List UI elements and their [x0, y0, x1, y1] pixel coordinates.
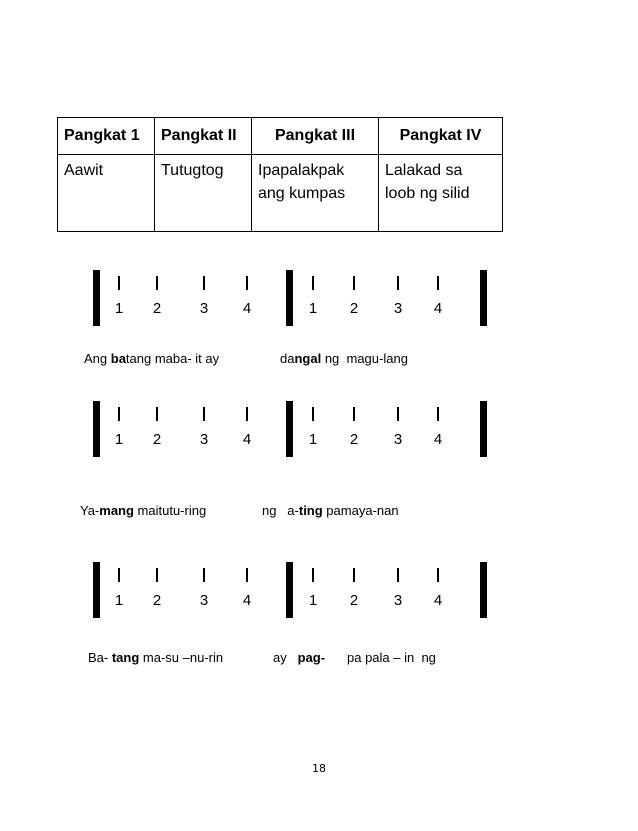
beat-stroke: [397, 276, 399, 290]
beat-number: 2: [349, 592, 359, 609]
beat-stroke: [312, 568, 314, 582]
beat-stroke: [156, 568, 158, 582]
beat-stroke: [312, 276, 314, 290]
header-pangkat-3: Pangkat III: [252, 118, 379, 155]
lyric-segment: Ang batang maba- it ay: [84, 351, 220, 366]
group-assignment-table: [57, 117, 503, 232]
bar-line: [93, 562, 100, 618]
beat-stroke: [246, 276, 248, 290]
rhythm-row-1: [0, 270, 638, 330]
beat-number: 1: [308, 431, 318, 448]
beat-stroke: [353, 407, 355, 421]
beat-number: 1: [308, 592, 318, 609]
cell-text-line-1: Lalakad sa: [385, 162, 463, 179]
beat-stroke: [118, 276, 120, 290]
bar-line: [480, 401, 487, 457]
beat-stroke: [156, 407, 158, 421]
cell-pangkat-3: [252, 155, 379, 232]
beat-number: 3: [199, 300, 209, 317]
beat-stroke: [156, 276, 158, 290]
cell-text-line-1: Ipapalakpak: [258, 162, 345, 179]
beat-number: 1: [114, 592, 124, 609]
table-row: [58, 155, 503, 232]
beat-number: 4: [242, 431, 252, 448]
rhythm-row-2: [0, 401, 638, 461]
cell-text-line-2: ang kumpas: [258, 185, 346, 202]
beat-stroke: [203, 568, 205, 582]
beat-stroke: [203, 407, 205, 421]
beat-stroke: [353, 568, 355, 582]
table-header-row: [58, 118, 503, 155]
lyric-segment: Ba- tang ma-su –nu-rin: [88, 650, 224, 665]
bar-line: [93, 401, 100, 457]
bar-line: [480, 270, 487, 326]
beat-number: 3: [393, 431, 403, 448]
rhythm-row-3: [0, 562, 638, 622]
beat-number: 1: [114, 300, 124, 317]
beat-number: 3: [393, 300, 403, 317]
cell-pangkat-1: [58, 155, 155, 232]
beat-stroke: [397, 568, 399, 582]
cell-text-line-2: loob ng silid: [385, 185, 470, 202]
page-number: 18: [312, 762, 326, 775]
beat-number: 4: [242, 592, 252, 609]
beat-number: 3: [199, 431, 209, 448]
lyric-line-2: [0, 503, 638, 523]
header-pangkat-2: Pangkat II: [155, 118, 252, 155]
lyric-segment: ng a-ting pamaya-nan: [262, 503, 399, 518]
beat-number: 4: [433, 300, 443, 317]
lyric-segment: dangal ng magu-lang: [280, 351, 408, 366]
beat-number: 1: [308, 300, 318, 317]
beat-stroke: [397, 407, 399, 421]
bar-line: [286, 401, 293, 457]
beat-number: 4: [433, 592, 443, 609]
beat-stroke: [118, 407, 120, 421]
beat-number: 3: [199, 592, 209, 609]
beat-number: 2: [152, 300, 162, 317]
lyric-line-3: [0, 650, 638, 670]
beat-stroke: [118, 568, 120, 582]
beat-stroke: [312, 407, 314, 421]
cell-pangkat-4: [379, 155, 503, 232]
cell-pangkat-2: [155, 155, 252, 232]
lyric-segment: ay pag-: [273, 650, 326, 665]
beat-stroke: [203, 276, 205, 290]
beat-stroke: [437, 407, 439, 421]
beat-number: 4: [242, 300, 252, 317]
lyric-segment: pa pala – in ng: [347, 650, 436, 665]
beat-number: 1: [114, 431, 124, 448]
beat-stroke: [437, 568, 439, 582]
beat-number: 3: [393, 592, 403, 609]
beat-stroke: [246, 407, 248, 421]
lyric-line-1: [0, 351, 638, 371]
beat-number: 2: [152, 592, 162, 609]
bar-line: [286, 270, 293, 326]
beat-stroke: [353, 276, 355, 290]
beat-number: 2: [349, 431, 359, 448]
cell-text: Tutugtog: [161, 162, 224, 179]
beat-number: 2: [349, 300, 359, 317]
beat-number: 4: [433, 431, 443, 448]
beat-stroke: [246, 568, 248, 582]
header-pangkat-4: Pangkat IV: [379, 118, 503, 155]
bar-line: [480, 562, 487, 618]
beat-stroke: [437, 276, 439, 290]
cell-text: Aawit: [64, 162, 104, 179]
bar-line: [93, 270, 100, 326]
lyric-segment: Ya-mang maitutu-ring: [80, 503, 207, 518]
bar-line: [286, 562, 293, 618]
beat-number: 2: [152, 431, 162, 448]
header-pangkat-1: Pangkat 1: [58, 118, 155, 155]
